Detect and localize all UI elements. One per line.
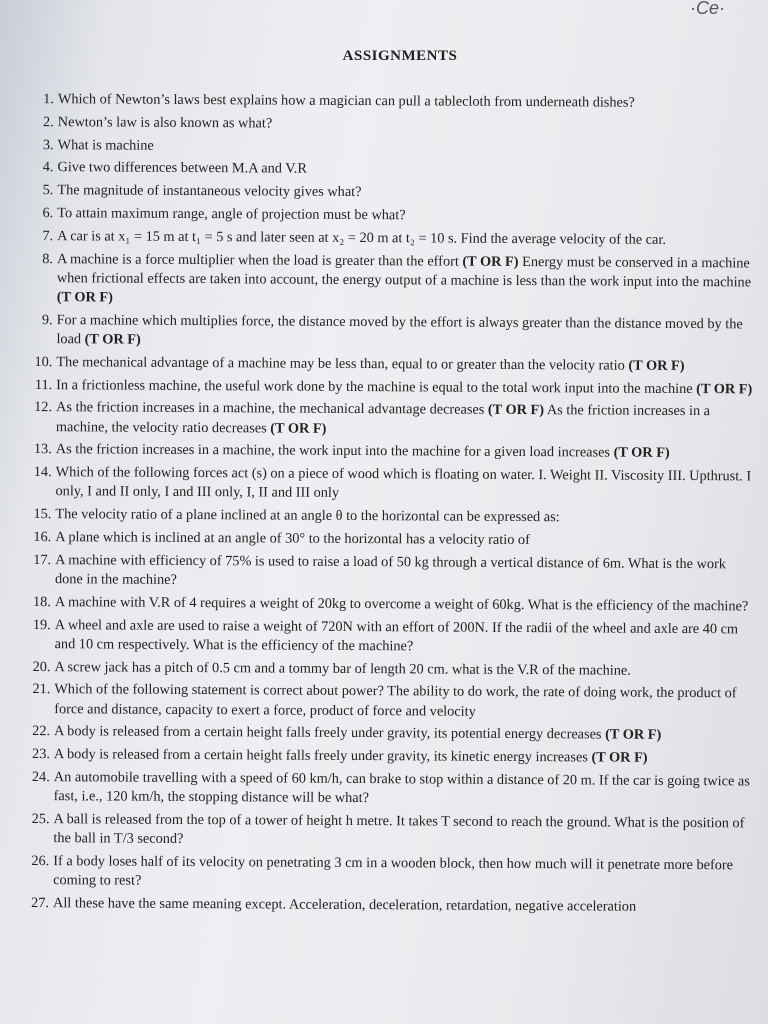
question-number: 23. [32,746,50,763]
question-item [27,528,757,552]
question-item [25,894,755,918]
question-item [26,680,756,723]
question-list [25,90,760,921]
question-number: 14. [33,464,52,481]
question-item [29,204,759,228]
question-number: 22. [32,723,51,740]
question-text: A machine with efficiency of 75% is used to raise a load of 50 kg through a vertical distance of 6m. What is the work done in the machine? [54,551,727,588]
question-number: 17. [33,551,52,568]
question-item [26,658,756,682]
question-text: Which of Newton’s laws best explains how a magician can pull a tablecloth from underneath dishes? [57,91,635,111]
question-text: In a frictionless machine, the useful work done by the machine is equal to the total work input into the machine (T OR F) [56,376,753,397]
question-text: If a body loses half of its velocity on penetrating 3 cm in a wooden block, then how much will it penetrate more before coming to rest? [53,853,734,889]
question-text: As the friction increases in a machine, the mechanical advantage decreases (T OR F) As the friction increases in a machine, the velocity ratio decreases (T OR F) [55,399,711,437]
question-number: 27. [31,894,50,912]
question-number: 20. [32,658,51,675]
question-item [29,250,759,312]
question-number: 25. [31,810,50,828]
question-number: 2. [43,113,54,130]
question-number: 19. [32,616,51,633]
question-item [29,158,759,182]
question-item [28,440,758,464]
question-number: 9. [41,311,53,328]
question-number: 3. [42,136,54,153]
question-item [28,311,758,354]
question-number: 21. [32,681,51,698]
question-text: A machine with V.R of 4 requires a weight of 20kg to overcome a weight of 60kg. What is the efficiency of the machine? [54,593,749,615]
question-number: 8. [42,250,54,267]
question-text: The mechanical advantage of a machine may be less than, equal to or greater than the velocity ratio (T OR F) [56,353,685,374]
question-text: A wheel and axle are used to raise a weight of 720N with an effort of 200N. If the radii of the wheel and axle are 40 cm and 10 cm respectively. What is the efficiency of the machine? [54,616,739,655]
question-text: Which of the following forces act (s) on a piece of wood which is floating on water. I. Weight II. Viscosity III. Upthrust. I only, I and II only, I and III only, I, II and III only [55,464,752,502]
question-item [28,376,758,400]
question-number: 16. [33,528,52,546]
question-number: 13. [33,441,52,458]
question-text: What is machine [57,136,154,154]
question-text: A car is at x₁ = 15 m at t₁ = 5 s and later seen at x₂ = 20 m at t₂ = 10 s. Find the average velocity of the car. [57,227,666,248]
question-item [29,181,759,205]
question-number: 4. [42,159,54,176]
question-text: Which of the following statement is correct about power? The ability to do work, the rate of doing work, the product of force and distance, capacity to exert a force, product of force and velocity [54,681,737,720]
question-number: 1. [43,91,54,108]
question-number: 7. [42,227,54,244]
question-text: A machine is a force multiplier when the load is greater than the effort (T OR F) Energy must be conserved in a machine when frictional effects are taken into account, the energy output of a machine is less than the work input into the machine (T OR F) [56,250,752,306]
question-item [25,810,755,853]
question-number: 10. [34,353,53,370]
question-number: 15. [33,506,52,523]
question-item [30,90,760,114]
question-text: Newton’s law is also known as what? [57,113,273,132]
question-item [25,852,755,895]
question-number: 26. [31,852,50,870]
question-item [26,722,756,746]
question-text: The magnitude of instantaneous velocity gives what? [57,182,362,201]
question-number: 6. [42,205,54,222]
question-item [27,616,757,659]
question-item [28,353,758,377]
question-item [27,593,757,617]
question-item [27,463,757,506]
page-title: ASSIGNMENTS [342,48,458,64]
question-number: 24. [31,768,50,786]
question-text: As the friction increases in a machine, the work input into the machine for a given load increases (T OR F) [55,441,670,462]
question-text: A screw jack has a pitch of 0.5 cm and a tommy bar of length 20 cm. what is the V.R of the machine. [54,658,631,679]
question-item [28,398,758,441]
question-number: 11. [34,376,53,393]
question-text: For a machine which multiplies force, the distance moved by the effort is always greater than the distance moved by the load (T OR F) [56,311,743,348]
question-text: Give two differences between M.A and V.R [57,159,307,178]
handwritten-mark: ·Ce· [690,0,725,18]
question-text: A ball is released from the top of a tower of height h metre. It takes T second to reach the ground. What is the position of the ball in T/3 second? [53,811,745,848]
question-text: A body is released from a certain height falls freely under gravity, its kinetic energy increases (T OR F) [53,746,648,766]
question-text: A body is released from a certain height falls freely under gravity, its potential energy decreases (T OR F) [54,723,662,744]
question-text: All these have the same meaning except. Acceleration, deceleration, retardation, negative acceleration [52,895,637,915]
question-item [30,113,760,137]
question-item [30,136,760,160]
question-number: 5. [42,182,54,199]
question-item [29,227,759,251]
question-item [26,745,756,769]
question-number: 18. [32,593,51,610]
question-item [27,551,757,594]
question-item [26,768,756,811]
question-text: The velocity ratio of a plane inclined at an angle θ to the horizontal can be expressed as: [55,506,560,526]
question-item [27,505,757,529]
question-text: A plane which is inclined at an angle of 30° to the horizontal has a velocity ratio of [55,529,530,549]
question-number: 12. [34,399,53,416]
question-text: To attain maximum range, angle of projection must be what? [57,205,406,224]
question-text: An automobile travelling with a speed of 60 km/h, can brake to stop within a distance of 20 m. If the car is going twice as fast, i.e., 120 km/h, the stopping distance will be what? [53,769,750,807]
